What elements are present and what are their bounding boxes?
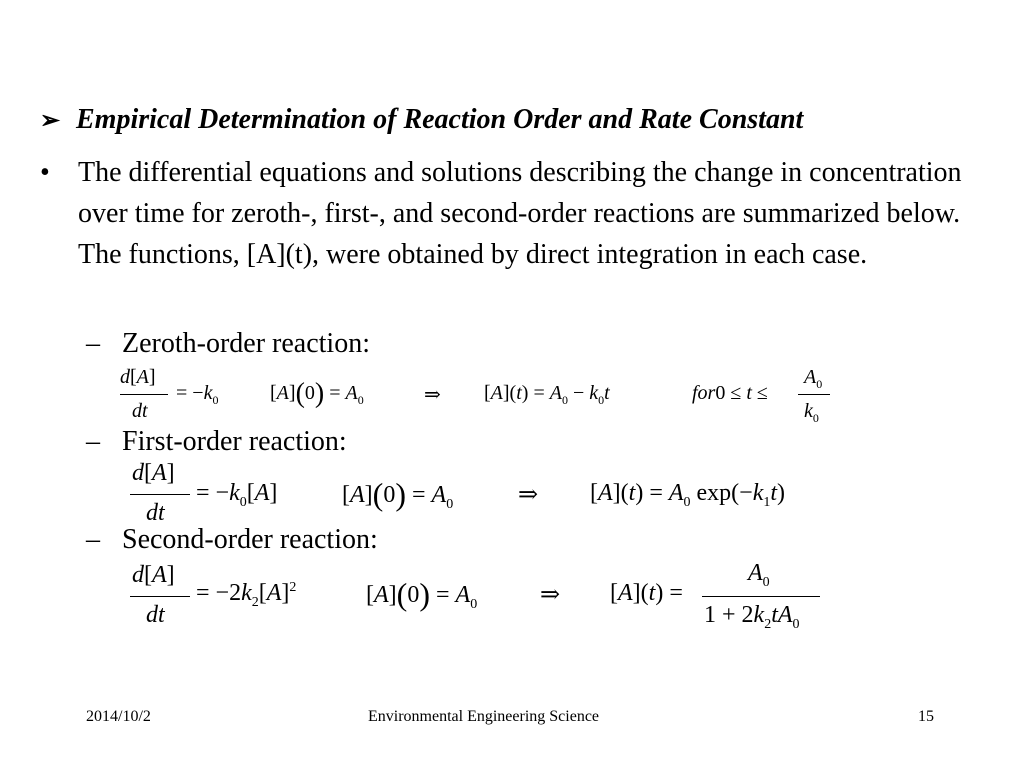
sub-item-second	[86, 522, 378, 558]
sub-item-first	[86, 424, 347, 460]
page-number: 15	[918, 708, 934, 725]
sub-item-zeroth	[86, 326, 370, 362]
sub-item-label: First-order reaction:	[122, 426, 347, 457]
footer-title: Environmental Engineering Science	[368, 708, 600, 725]
dash-icon: –	[86, 524, 100, 555]
bullet-text: The differential equations and solutions describing the change in concentration over time for zeroth-, first-, and second-order reactions are summarized below. The functions, [A](t), were obtained by direct integration in each case.	[78, 157, 962, 270]
dash-icon: –	[86, 328, 100, 359]
arrow-bullet-icon: ➢	[40, 108, 61, 134]
sub-item-label: Zeroth-order reaction:	[122, 328, 370, 359]
slide-heading	[40, 100, 1000, 141]
footer-date: 2014/10/2	[86, 708, 151, 725]
sub-item-label: Second-order reaction:	[122, 524, 378, 555]
heading-text: Empirical Determination of Reaction Order and Rate Constant	[76, 104, 804, 135]
bullet-paragraph	[40, 152, 980, 275]
dash-icon: –	[86, 426, 100, 457]
bullet-dot-icon: •	[40, 157, 50, 188]
